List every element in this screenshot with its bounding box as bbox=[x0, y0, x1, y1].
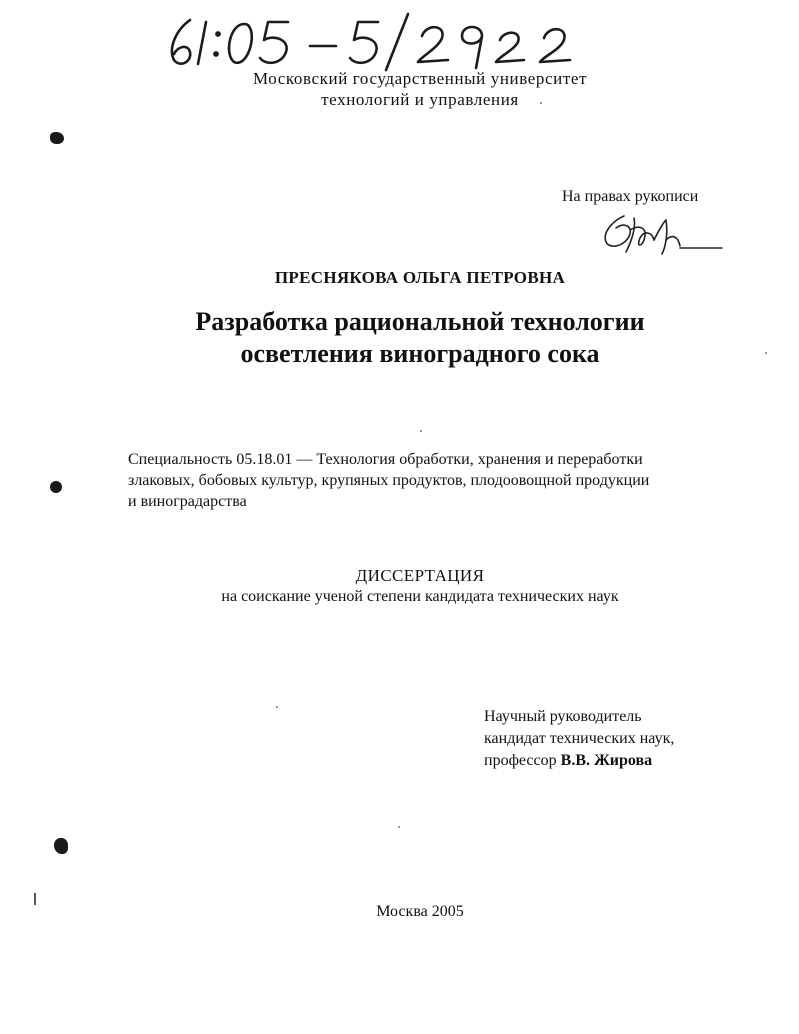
university-line-2: технологий и управления bbox=[321, 90, 519, 109]
handwritten-library-code bbox=[160, 10, 600, 72]
city-year: Москва 2005 bbox=[376, 903, 464, 920]
supervisor-rank: профессор bbox=[484, 752, 557, 769]
scan-speck bbox=[765, 352, 767, 354]
scan-speck bbox=[420, 430, 422, 432]
binding-hole-mark bbox=[54, 838, 68, 854]
supervisor-degree: кандидат технических наук, bbox=[484, 730, 675, 747]
author-name: ПРЕСНЯКОВА ОЛЬГА ПЕТРОВНА bbox=[274, 268, 566, 287]
binding-hole-mark bbox=[50, 481, 62, 493]
specialty-description bbox=[128, 449, 728, 512]
specialty-line-1: Специальность 05.18.01 — Технология обработки, хранения и переработки bbox=[128, 451, 643, 468]
supervisor-role: Научный руководитель bbox=[484, 708, 642, 725]
supervisor-block bbox=[484, 706, 784, 772]
binding-hole-mark bbox=[50, 132, 64, 144]
author-signature bbox=[596, 212, 724, 258]
supervisor-title-line bbox=[484, 750, 784, 772]
university-line-1: Московский государственный университет bbox=[252, 69, 588, 88]
specialty-line-3: и виноградарства bbox=[128, 493, 247, 510]
scan-speck bbox=[398, 826, 400, 828]
specialty-line-2: злаковых, бобовых культур, крупяных продуктов, плодоовощной продукции bbox=[128, 472, 650, 489]
university-name bbox=[200, 68, 640, 110]
title-line-1: Разработка рациональной технологии bbox=[195, 307, 645, 336]
scan-edge-mark bbox=[34, 893, 36, 905]
scan-speck bbox=[540, 102, 542, 104]
document-purpose: на соискание ученой степени кандидата технических наук bbox=[221, 588, 619, 605]
supervisor-name: В.В. Жирова bbox=[560, 752, 653, 769]
manuscript-rights-note: На правах рукописи bbox=[562, 188, 699, 205]
scan-speck bbox=[276, 706, 278, 708]
document-type: ДИССЕРТАЦИЯ bbox=[355, 566, 485, 585]
title-line-2: осветления виноградного сока bbox=[240, 339, 600, 368]
dissertation-title bbox=[100, 306, 740, 370]
